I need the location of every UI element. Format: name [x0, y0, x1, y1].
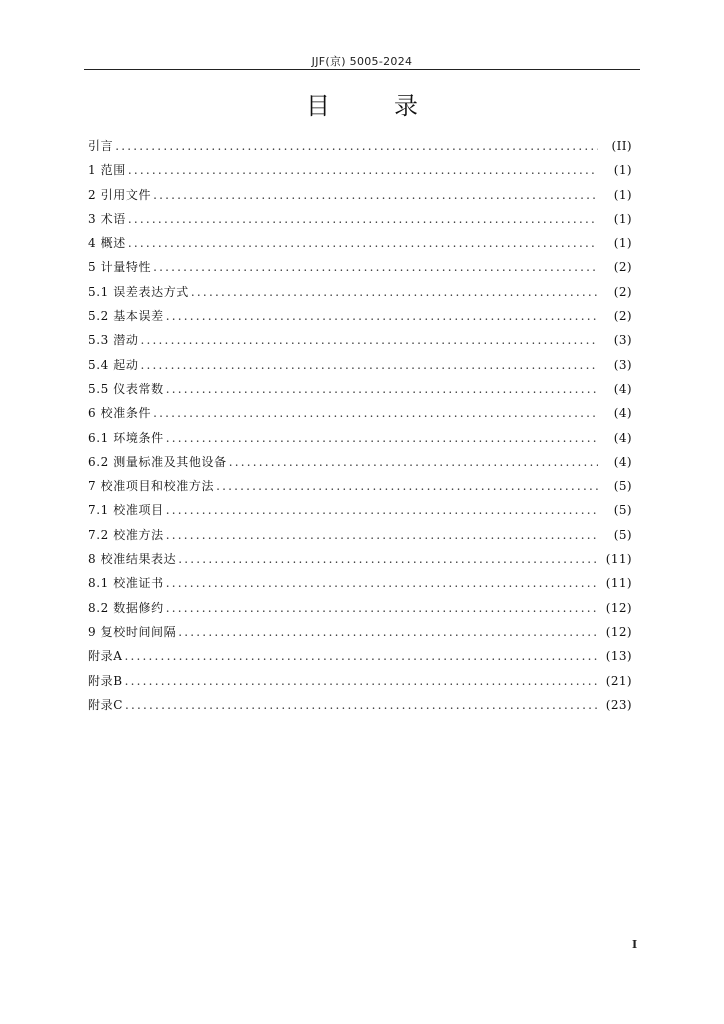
toc-dot-leader [141, 328, 599, 352]
toc-dot-leader [178, 547, 598, 571]
toc-dot-leader [115, 134, 598, 158]
toc-entry[interactable] [88, 353, 632, 377]
toc-entry-page: (4) [613, 430, 632, 445]
toc-entry[interactable] [88, 644, 632, 668]
toc-entry[interactable] [88, 523, 632, 547]
toc-entry[interactable] [88, 450, 632, 474]
toc-entry-page: (5) [613, 479, 632, 494]
toc-entry-page: (5) [613, 503, 632, 518]
toc-dot-leader [166, 571, 598, 595]
toc-dot-leader [128, 231, 598, 255]
toc-entry-page: (4) [613, 381, 632, 396]
toc-dot-leader [124, 644, 598, 668]
toc-dot-leader [153, 255, 598, 279]
toc-entry-label: 8.1 校准证书 [88, 576, 164, 591]
toc-entry-label: 6.2 测量标准及其他设备 [88, 454, 227, 469]
toc-entry-label: 9 复校时间间隔 [88, 624, 177, 639]
page-title-char-1: 目 [306, 92, 330, 120]
toc-dot-leader [153, 401, 598, 425]
toc-entry[interactable] [88, 474, 632, 498]
toc-entry[interactable] [88, 231, 632, 255]
toc-entry-page: (3) [613, 333, 632, 348]
toc-entry[interactable] [88, 280, 632, 304]
toc-entry-page: (21) [605, 673, 632, 688]
toc-entry-label: 6 校准条件 [88, 406, 152, 421]
toc-dot-leader [141, 353, 599, 377]
toc-entry-label: 7.1 校准项目 [88, 503, 164, 518]
toc-entry[interactable] [88, 620, 632, 644]
toc-entry-label: 8.2 数据修约 [88, 600, 164, 615]
toc-entry[interactable] [88, 377, 632, 401]
toc-dot-leader [128, 207, 598, 231]
toc-entry-page: (2) [613, 260, 632, 275]
toc-entry[interactable] [88, 693, 632, 717]
toc-entry-page: (II) [611, 139, 632, 153]
toc-entry[interactable] [88, 571, 632, 595]
toc-entry-label: 4 概述 [88, 236, 126, 251]
toc-dot-leader [128, 158, 598, 182]
toc-dot-leader [166, 498, 598, 522]
toc-dot-leader [166, 426, 598, 450]
toc-entry-label: 3 术语 [88, 211, 126, 226]
toc-entry-page: (11) [605, 576, 632, 591]
toc-entry-page: (12) [605, 600, 632, 615]
toc-entry-label: 5.3 潜动 [88, 333, 139, 348]
toc-entry-page: (13) [605, 649, 632, 664]
toc-entry-page: (3) [613, 357, 632, 372]
page-number: I [632, 938, 638, 951]
toc-dot-leader [125, 693, 598, 717]
toc-entry-page: (23) [605, 697, 632, 712]
toc-entry-page: (4) [613, 406, 632, 421]
toc-dot-leader [166, 596, 598, 620]
toc-entry-page: (11) [605, 552, 632, 567]
toc-entry-label: 7 校准项目和校准方法 [88, 479, 215, 494]
toc-entry-page: (1) [613, 236, 632, 251]
toc-entry[interactable] [88, 596, 632, 620]
toc-dot-leader [125, 669, 598, 693]
toc-entry[interactable] [88, 401, 632, 425]
toc-entry-page: (1) [613, 211, 632, 226]
toc-entry[interactable] [88, 158, 632, 182]
toc-entry-page: (4) [613, 454, 632, 469]
table-of-contents [88, 134, 632, 717]
toc-dot-leader [153, 183, 598, 207]
toc-entry-page: (12) [605, 624, 632, 639]
toc-entry-page: (2) [613, 309, 632, 324]
toc-entry-page: (2) [613, 284, 632, 299]
toc-entry-label: 5.2 基本误差 [88, 309, 164, 324]
toc-entry-label: 附录A [88, 649, 123, 664]
toc-dot-leader [178, 620, 598, 644]
toc-entry[interactable] [88, 207, 632, 231]
toc-entry-label: 附录B [88, 673, 123, 688]
toc-dot-leader [166, 304, 598, 328]
toc-entry-label: 5.4 起动 [88, 357, 139, 372]
page-title-char-2: 录 [394, 92, 418, 120]
toc-entry-label: 6.1 环境条件 [88, 430, 164, 445]
toc-entry[interactable] [88, 498, 632, 522]
toc-entry-label: 2 引用文件 [88, 187, 152, 202]
toc-entry-label: 8 校准结果表达 [88, 552, 177, 567]
toc-entry[interactable] [88, 304, 632, 328]
toc-dot-leader [191, 280, 598, 304]
toc-entry[interactable] [88, 134, 632, 158]
toc-entry-page: (1) [613, 187, 632, 202]
toc-entry[interactable] [88, 183, 632, 207]
toc-dot-leader [166, 377, 598, 401]
toc-dot-leader [229, 450, 598, 474]
header-divider [84, 69, 640, 70]
document-code: JJF(京) 5005-2024 [311, 55, 413, 68]
toc-dot-leader [216, 474, 598, 498]
toc-entry-label: 1 范围 [88, 163, 126, 178]
toc-entry[interactable] [88, 669, 632, 693]
toc-entry-label: 7.2 校准方法 [88, 527, 164, 542]
toc-dot-leader [166, 523, 598, 547]
page-title [0, 86, 724, 121]
toc-entry[interactable] [88, 547, 632, 571]
toc-entry-label: 5 计量特性 [88, 260, 152, 275]
toc-entry-label: 5.1 误差表达方式 [88, 284, 189, 299]
toc-entry-label: 引言 [88, 139, 114, 153]
toc-entry-label: 5.5 仪表常数 [88, 381, 164, 396]
toc-entry[interactable] [88, 328, 632, 352]
toc-entry-label: 附录C [88, 697, 123, 712]
toc-entry-page: (1) [613, 163, 632, 178]
toc-entry-page: (5) [613, 527, 632, 542]
toc-entry[interactable] [88, 426, 632, 450]
toc-entry[interactable] [88, 255, 632, 279]
